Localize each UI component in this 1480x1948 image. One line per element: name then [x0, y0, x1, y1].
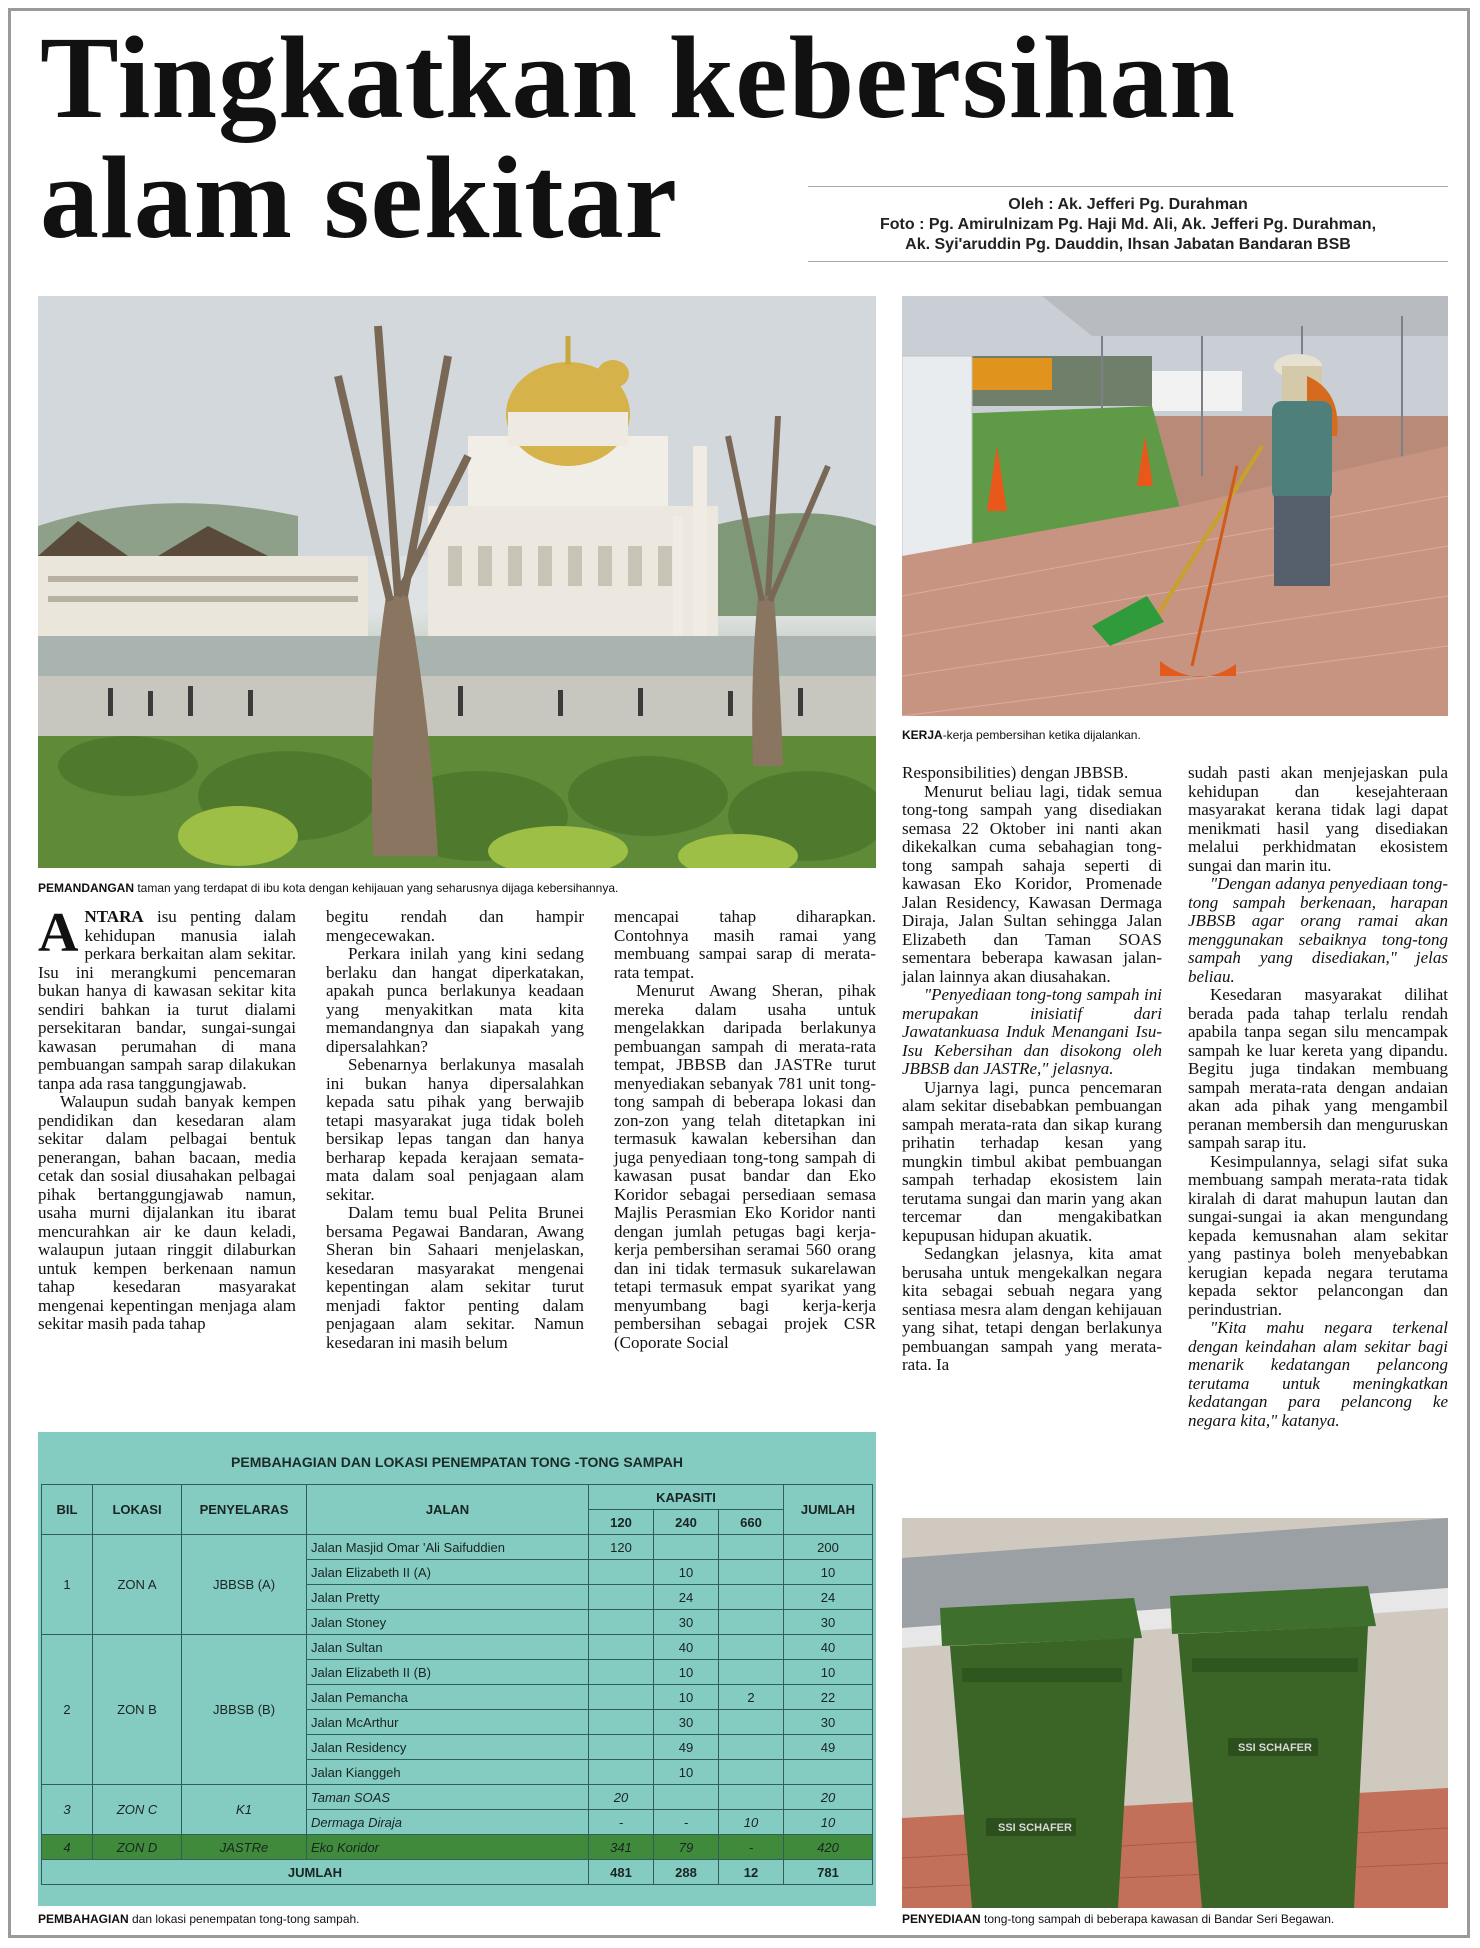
cell-capacity-240: 30 — [654, 1610, 719, 1635]
header-capacity-660: 660 — [719, 1510, 784, 1535]
article-paragraph: Sedangkan jelasnya, kita amat berusaha untuk mengekalkan negara kita sebagai sebuah negara yang sentiasa mesra alam dengan kehijauan yang sihat, tetapi dengan berlakunya pembuangan sampah yang merata-rata. Ia — [902, 1244, 1162, 1374]
cell-capacity-660 — [719, 1760, 784, 1785]
cell-capacity-240: - — [654, 1810, 719, 1835]
cell-jalan: Eko Koridor — [307, 1835, 589, 1860]
caption-photo-4-text: tong-tong sampah di beberapa kawasan di Bandar Seri Begawan. — [980, 1912, 1335, 1926]
cell-jalan: Dermaga Diraja — [307, 1810, 589, 1835]
byline-author: Oleh : Ak. Jefferi Pg. Durahman — [1008, 196, 1248, 213]
caption-photo-1-lead: PEMANDANGAN — [38, 881, 134, 895]
byline-photo-credit-2: Ak. Syi'aruddin Pg. Dauddin, Ihsan Jabatan Bandaran BSB — [905, 236, 1351, 253]
cell-capacity-240: 79 — [654, 1835, 719, 1860]
table-row — [42, 1635, 873, 1660]
cell-jalan: Jalan Pemancha — [307, 1685, 589, 1710]
article-column-2 — [326, 908, 584, 1352]
cell-capacity-120: - — [589, 1810, 654, 1835]
cell-jumlah: 40 — [784, 1635, 873, 1660]
cell-jalan: Taman SOAS — [307, 1785, 589, 1810]
header-lokasi: LOKASI — [93, 1485, 182, 1535]
cell-jalan: Jalan Elizabeth II (A) — [307, 1560, 589, 1585]
header-bil: BIL — [42, 1485, 93, 1535]
cell-jumlah: 49 — [784, 1735, 873, 1760]
cell-capacity-120 — [589, 1560, 654, 1585]
photo-mosque-garden — [38, 296, 876, 868]
article-paragraph: "Kita mahu negara terkenal dengan keindahan alam sekitar bagi menarik kedatangan pelancong terutama untuk meningkatkan kedatangan para pelancong ke negara kita," katanya. — [1188, 1318, 1448, 1430]
cell-jalan: Jalan McArthur — [307, 1710, 589, 1735]
article-paragraph: Kesimpulannya, selagi sifat suka membuang sampah merata-rata tidak kiralah di darat mahupun lautan dan sungai-sungai ia akan mengundang kepada kemusnahan alam sekitar yang pastinya boleh menyebabkan kerugian kepada negara terutama kepada sektor pelancongan dan perindustrian. — [1188, 1151, 1448, 1319]
header-jumlah: JUMLAH — [784, 1485, 873, 1535]
cell-capacity-240 — [654, 1785, 719, 1810]
article-paragraph: sudah pasti akan menjejaskan pula kehidupan dan kesejahteraan masyarakat kerana tidak lagi dapat menikmati hasil yang disediakan melalui perkhidmatan ekosistem sungai dan marin itu. — [1188, 763, 1448, 875]
article-paragraph: Responsibilities) dengan JBBSB. — [902, 763, 1129, 782]
cell-jumlah: 420 — [784, 1835, 873, 1860]
cell-capacity-240 — [654, 1535, 719, 1560]
article-column-3 — [614, 908, 876, 1352]
header-jalan: JALAN — [307, 1485, 589, 1535]
article-paragraph: mencapai tahap diharapkan. Contohnya masih ramai yang membuang sampai sarap di merata-rata tempat. — [614, 907, 876, 982]
cell-capacity-120 — [589, 1660, 654, 1685]
cell-capacity-240: 40 — [654, 1635, 719, 1660]
cell-jumlah: 10 — [784, 1660, 873, 1685]
cell-bil: 2 — [42, 1635, 93, 1785]
article-paragraph: "Penyediaan tong-tong sampah ini merupakan inisiatif dari Jawatankuasa Induk Menangani Isu-Isu Kebersihan dan disokong oleh JBBSB dan JASTRe," jelasnya. — [902, 985, 1162, 1078]
total-label: JUMLAH — [42, 1860, 589, 1885]
cell-capacity-120: 120 — [589, 1535, 654, 1560]
cell-jumlah: 200 — [784, 1535, 873, 1560]
cell-capacity-660 — [719, 1585, 784, 1610]
cell-jumlah: 24 — [784, 1585, 873, 1610]
cell-jalan: Jalan Elizabeth II (B) — [307, 1660, 589, 1685]
article-paragraph: Menurut beliau lagi, tidak semua tong-tong sampah yang disediakan semasa 22 Oktober ini nanti akan dikekalkan cuma sebahagian tong-tong sampah sahaja seperti di kawasan Eko Koridor, Promenade Jalan Residency, Kawasan Dermaga Diraja, Jalan Sultan sehingga Jalan Elizabeth dan Taman SOAS sementara beberapa kawasan jalan-jalan lainnya akan diusahakan. — [902, 781, 1162, 986]
table-total-row — [42, 1860, 873, 1885]
article-paragraph: Perkara inilah yang kini sedang berlaku dan hangat diperkatakan, apakah punca berlakunya keadaan yang menyakitkan mata kita memandangnya dan siapakah yang dipersalahkan? — [326, 944, 584, 1056]
cell-capacity-660: 10 — [719, 1810, 784, 1835]
cell-bil: 3 — [42, 1785, 93, 1835]
table-row — [42, 1535, 873, 1560]
cell-capacity-660: - — [719, 1835, 784, 1860]
cell-capacity-660 — [719, 1535, 784, 1560]
cell-jumlah: 22 — [784, 1685, 873, 1710]
table-row — [42, 1785, 873, 1810]
cell-jumlah — [784, 1760, 873, 1785]
headline-line-1: Tingkatkan kebersihan — [40, 12, 1236, 143]
photo-worker-sweeping — [902, 296, 1448, 716]
cell-penyelaras: JASTRe — [182, 1835, 307, 1860]
article-column-1 — [38, 902, 296, 1334]
cell-capacity-240: 10 — [654, 1660, 719, 1685]
caption-photo-4 — [902, 1912, 1448, 1926]
cell-penyelaras: K1 — [182, 1785, 307, 1835]
bin-distribution-table-box — [38, 1432, 876, 1906]
cell-jumlah: 10 — [784, 1560, 873, 1585]
cell-bil: 1 — [42, 1535, 93, 1635]
cell-lokasi: ZON B — [93, 1635, 182, 1785]
total-jumlah: 781 — [784, 1860, 873, 1885]
article-paragraph: "Dengan adanya penyediaan tong-tong sampah berkenaan, harapan JBBSB agar orang ramai akan menggunakan sebaiknya tong-tong sampah yang disediakan," jelas beliau. — [1188, 874, 1448, 986]
cell-lokasi: ZON D — [93, 1835, 182, 1860]
caption-table-lead: PEMBAHAGIAN — [38, 1912, 129, 1926]
cell-capacity-120: 20 — [589, 1785, 654, 1810]
table-row — [42, 1835, 873, 1860]
article-paragraph: Ujarnya lagi, punca pencemaran alam sekitar disebabkan pembuangan sampah merata-rata dan sikap kurang prihatin terhadap kesan yang mungkin timbul akibat pembuangan sampah terhadap ekosistem lain terutama sungai dan marin yang akan tercemar dan mengakibatkan kepupusan hidupan akuatik. — [902, 1077, 1162, 1245]
cell-jalan: Jalan Masjid Omar 'Ali Saifuddien — [307, 1535, 589, 1560]
cell-capacity-240: 24 — [654, 1585, 719, 1610]
cell-capacity-120 — [589, 1635, 654, 1660]
cell-capacity-240: 10 — [654, 1760, 719, 1785]
cell-capacity-120 — [589, 1610, 654, 1635]
article-paragraph: Kesedaran masyarakat dilihat berada pada tahap terlalu rendah apabila tanpa segan silu mencampak sampah ke luar kereta yang dipandu. Begitu juga tindakan membuang sampah merata-rata dengan andaian akan ada pihak yang mengambil peranan membersih dan menguruskan sampah sarap itu. — [1188, 985, 1448, 1152]
cell-bil: 4 — [42, 1835, 93, 1860]
photo-green-bins — [902, 1518, 1448, 1908]
article-paragraph: Dalam temu bual Pelita Brunei bersama Pegawai Bandaran, Awang Sheran bin Sahaari menjelaskan, kesedaran masyarakat mengenai kepentingan alam sekitar turut menjadi faktor penting dalam penjagaan alam sekitar. Namun kesedaran ini masih belum — [326, 1203, 584, 1352]
cell-jalan: Jalan Residency — [307, 1735, 589, 1760]
cell-penyelaras: JBBSB (B) — [182, 1635, 307, 1785]
mosque-garden-illustration — [38, 296, 876, 868]
cell-capacity-240: 30 — [654, 1710, 719, 1735]
lead-word: NTARA — [84, 907, 144, 926]
drop-cap: A — [38, 902, 79, 964]
caption-photo-2-lead: KERJA — [902, 728, 943, 742]
cell-capacity-660 — [719, 1785, 784, 1810]
header-penyelaras: PENYELARAS — [182, 1485, 307, 1535]
total-k660: 12 — [719, 1860, 784, 1885]
article-column-4 — [902, 764, 1162, 1375]
cell-lokasi: ZON C — [93, 1785, 182, 1835]
bin-1-brand-label: SSI SCHAFER — [998, 1822, 1072, 1834]
cell-jumlah: 30 — [784, 1610, 873, 1635]
caption-photo-2-text: -kerja pembersihan ketika dijalankan. — [942, 728, 1141, 742]
cell-jumlah: 20 — [784, 1785, 873, 1810]
worker-sweeping-illustration — [902, 296, 1448, 716]
cell-capacity-120 — [589, 1735, 654, 1760]
cell-jalan: Jalan Stoney — [307, 1610, 589, 1635]
cell-jalan: Jalan Pretty — [307, 1585, 589, 1610]
cell-capacity-660 — [719, 1710, 784, 1735]
cell-capacity-240: 49 — [654, 1735, 719, 1760]
cell-capacity-120 — [589, 1685, 654, 1710]
caption-photo-4-lead: PENYEDIAAN — [902, 1912, 981, 1926]
byline-photo-credit-1: Foto : Pg. Amirulnizam Pg. Haji Md. Ali, Ak. Jefferi Pg. Durahman, — [879, 216, 1377, 233]
headline-line-2: alam sekitar — [40, 132, 678, 263]
header-capacity-240: 240 — [654, 1510, 719, 1535]
cell-penyelaras: JBBSB (A) — [182, 1535, 307, 1635]
cell-capacity-660 — [719, 1560, 784, 1585]
article-column-5 — [1188, 764, 1448, 1430]
caption-table — [38, 1912, 876, 1926]
cell-jumlah: 10 — [784, 1810, 873, 1835]
header-kapasiti: KAPASITI — [589, 1485, 784, 1510]
article-paragraph: Walaupun sudah banyak kempen pendidikan dan kesedaran alam sekitar dalam pelbagai bentuk penerangan, bahan bacaan, media cetak dan sosial diusahakan pelbagai pihak bertanggungjawab namun, usaha murni dijalankan itu ibarat mencurahkan air ke daun keladi, walaupun jutaan ringgit dilaburkan untuk kempen berkenaan namun tahap kesedaran masyarakat mengenai kepentingan menjaga alam sekitar masih pada tahap — [38, 1092, 296, 1333]
cell-capacity-120 — [589, 1710, 654, 1735]
byline — [808, 186, 1448, 262]
cell-jalan: Jalan Sultan — [307, 1635, 589, 1660]
bin-2-brand-label: SSI SCHAFER — [1238, 1742, 1312, 1754]
caption-photo-1 — [38, 881, 876, 895]
cell-capacity-660: 2 — [719, 1685, 784, 1710]
cell-capacity-240: 10 — [654, 1685, 719, 1710]
cell-jalan: Jalan Kianggeh — [307, 1760, 589, 1785]
cell-capacity-120 — [589, 1760, 654, 1785]
table-body — [42, 1535, 873, 1885]
cell-lokasi: ZON A — [93, 1535, 182, 1635]
article-paragraph — [38, 902, 296, 1093]
cell-capacity-660 — [719, 1660, 784, 1685]
header-capacity-120: 120 — [589, 1510, 654, 1535]
article-paragraph: begitu rendah dan hampir mengecewakan. — [326, 907, 584, 945]
cell-capacity-660 — [719, 1735, 784, 1760]
total-k120: 481 — [589, 1860, 654, 1885]
cell-capacity-240: 10 — [654, 1560, 719, 1585]
caption-table-text: dan lokasi penempatan tong-tong sampah. — [128, 1912, 360, 1926]
article-paragraph-text: isu penting dalam kehidupan manusia ialah perkara berkaitan alam sekitar. Isu ini merangkumi pencemaran bukan hanya di kawasan sekitar kita sendiri bahkan ia turut dialami persekitaran bandar, sungai-sungai kawasan perumahan di mana pembuangan sampah sarap dilakukan tanpa ada rasa tanggungjawab. — [38, 907, 296, 1093]
caption-photo-2 — [902, 728, 1448, 742]
total-k240: 288 — [654, 1860, 719, 1885]
cell-capacity-660 — [719, 1610, 784, 1635]
cell-capacity-660 — [719, 1635, 784, 1660]
article-paragraph: Menurut Awang Sheran, pihak mereka dalam usaha untuk mengelakkan daripada berlakunya pembuangan sampah di merata-rata tempat, JBBSB dan JASTRe turut menyediakan sebanyak 781 unit tong-tong sampah di beberapa lokasi dan zon-zon yang telah ditetapkan ini termasuk kawalan kebersihan dan juga penyediaan tong-tong sampah di kawasan pusat bandar dan Eko Koridor sebagai persediaan semasa Majlis Perasmian Eko Koridor nanti dengan jumlah petugas bagi kerja-kerja pembersihan seramai 560 orang dan ini tidak termasuk sukarelawan tetapi termasuk empat syarikat yang menyumbang bagi kerja-kerja pembersihan sebagai projek CSR (Coporate Social — [614, 981, 876, 1352]
green-bins-illustration — [902, 1518, 1448, 1908]
cell-jumlah: 30 — [784, 1710, 873, 1735]
cell-capacity-120: 341 — [589, 1835, 654, 1860]
cell-capacity-120 — [589, 1585, 654, 1610]
bin-distribution-table — [41, 1484, 873, 1885]
table-title: PEMBAHAGIAN DAN LOKASI PENEMPATAN TONG -TONG SAMPAH — [231, 1454, 683, 1470]
article-paragraph: Sebenarnya berlakunya masalah ini bukan hanya dipersalahkan kepada satu pihak yang berwajib tetapi masyarakat juga tidak boleh bersikap lepas tangan dan hanya berharap kepada kerajaan semata-mata dalam soal penjagaan alam sekitar. — [326, 1055, 584, 1204]
caption-photo-1-text: taman yang terdapat di ibu kota dengan kehijauan yang seharusnya dijaga kebersihannya. — [134, 881, 619, 895]
